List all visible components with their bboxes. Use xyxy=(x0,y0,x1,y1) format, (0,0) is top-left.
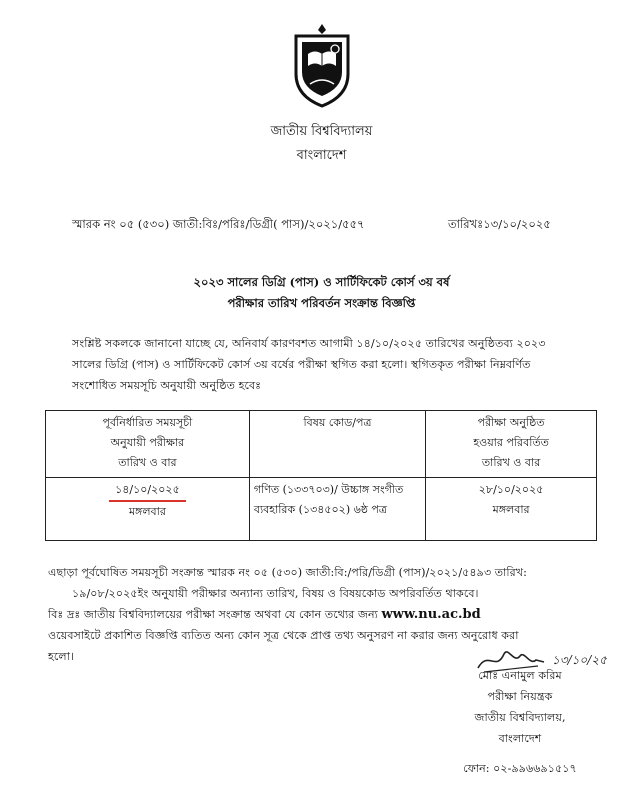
old-date-cell xyxy=(46,478,250,541)
header-old-schedule: পূর্বনির্ধারিত সময়সূচী অনুযায়ী পরীক্ষার তারিখ ও বার xyxy=(46,411,250,478)
table-header-row xyxy=(46,411,597,478)
intro-line: সংশ্লিষ্ট সকলকে জানানো যাচ্ছে যে, অনিবার্য কারণবশত আগামী ১৪/১০/২০২৫ তারিখের অনুষ্ঠিতব্য ২০২৩ xyxy=(72,337,546,350)
new-day: মঙ্গলবার xyxy=(492,503,530,516)
followup-line: এছাড়া পূর্বঘোষিত সময়সূচী সংক্রান্ত স্মারক নং ০৫ (৫৩০) জাতী:বি:/পরি/ডিগ্রী (পাস)/২০২১/৫৪৯৩ তারিখ: xyxy=(48,566,527,579)
intro-line: সংশোধিত সময়সূচি অনুযায়ী অনুষ্ঠিত হবেঃ xyxy=(72,379,262,392)
header-subject-code: বিষয় কোড/পত্র xyxy=(249,411,425,478)
intro-paragraph xyxy=(72,333,572,396)
followup-line: ১৯/০৮/২০২৫ইং অনুযায়ী পরীক্ষার অন্যান্য তারিখ, বিষয় ও বিষয়কোড অপরিবর্তিত থাকবে। xyxy=(72,587,479,600)
university-logo xyxy=(288,22,356,112)
new-date-cell xyxy=(426,478,597,541)
logo-shield-fill xyxy=(302,42,342,96)
subject-line-1: ২০২৩ সালের ডিগ্রি (পাস) ও সার্টিফিকেট কোর্স ৩য় বর্ষ xyxy=(193,275,450,289)
old-day: মঙ্গলবার xyxy=(128,505,166,518)
logo-flame xyxy=(318,24,326,34)
note-line: বিঃ দ্রঃ জাতীয় বিশ্ববিদ্যালয়ের পরীক্ষা সংক্রান্ত অথবা যে কোন তথ্যের জন্য www.nu.ac.bd xyxy=(48,607,481,622)
website-link[interactable]: www.nu.ac.bd xyxy=(381,607,481,622)
institution-name: জাতীয় বিশ্ববিদ্যালয় xyxy=(270,124,373,139)
signer-phone: ফোন: ০২-৯৯৬৬৯১৫১৭ xyxy=(463,762,577,775)
followup-line: হলো। xyxy=(48,650,74,663)
svg-text:১৩/১০/২৫: ১৩/১০/২৫ xyxy=(552,653,607,667)
signer-name: মোঃ এনামুল করিম xyxy=(478,669,562,682)
table-row xyxy=(46,478,597,541)
signer-organization: জাতীয় বিশ্ববিদ্যালয়, xyxy=(474,711,566,724)
old-date: ১৪/১০/২০২৫ xyxy=(109,480,186,502)
memo-date: তারিখঃ১৩/১০/২০২৫ xyxy=(448,217,551,231)
intro-line: সালের ডিগ্রি (পাস) ও সার্টিফিকেট কোর্স ৩য় বর্ষের পরীক্ষা স্থগিত করা হলো। স্থগিতকৃত পরীক্ষা নিম্নবর্ণিত xyxy=(72,358,531,371)
signer-title: পরীক্ষা নিয়ন্ত্রক xyxy=(487,690,553,703)
memo-reference: স্মারক নং ০৫ (৫৩০) জাতী:বিঃ/পরিঃ/ডিগ্রী( পাস)/২০২১/৫৫৭ xyxy=(72,217,365,231)
subject-cell: গণিত (১৩৩৭০৩)/ উচ্চাঙ্গ সংগীত ব্যবহারিক (১৩৪৫০২) ৬ষ্ঠ পত্র xyxy=(249,478,425,541)
subject-line-2: পরীক্ষার তারিখ পরিবর্তন সংক্রান্ত বিজ্ঞপ্তি xyxy=(227,296,416,310)
schedule-table xyxy=(45,410,597,541)
followup-line: ওয়েবসাইটে প্রকাশিত বিজ্ঞপ্তি ব্যতিত অন্য কোন সূত্র থেকে প্রাপ্ত তথ্য অনুসরণ না করার জন্য অনুরোধ করা xyxy=(48,629,519,642)
header-new-schedule: পরীক্ষা অনুষ্ঠিত হওয়ার পরিবর্তিত তারিখ ও বার xyxy=(426,411,597,478)
signer-country: বাংলাদেশ xyxy=(498,732,542,745)
new-date: ২৮/১০/২০২৫ xyxy=(478,483,544,496)
institution-country: বাংলাদেশ xyxy=(296,148,347,163)
